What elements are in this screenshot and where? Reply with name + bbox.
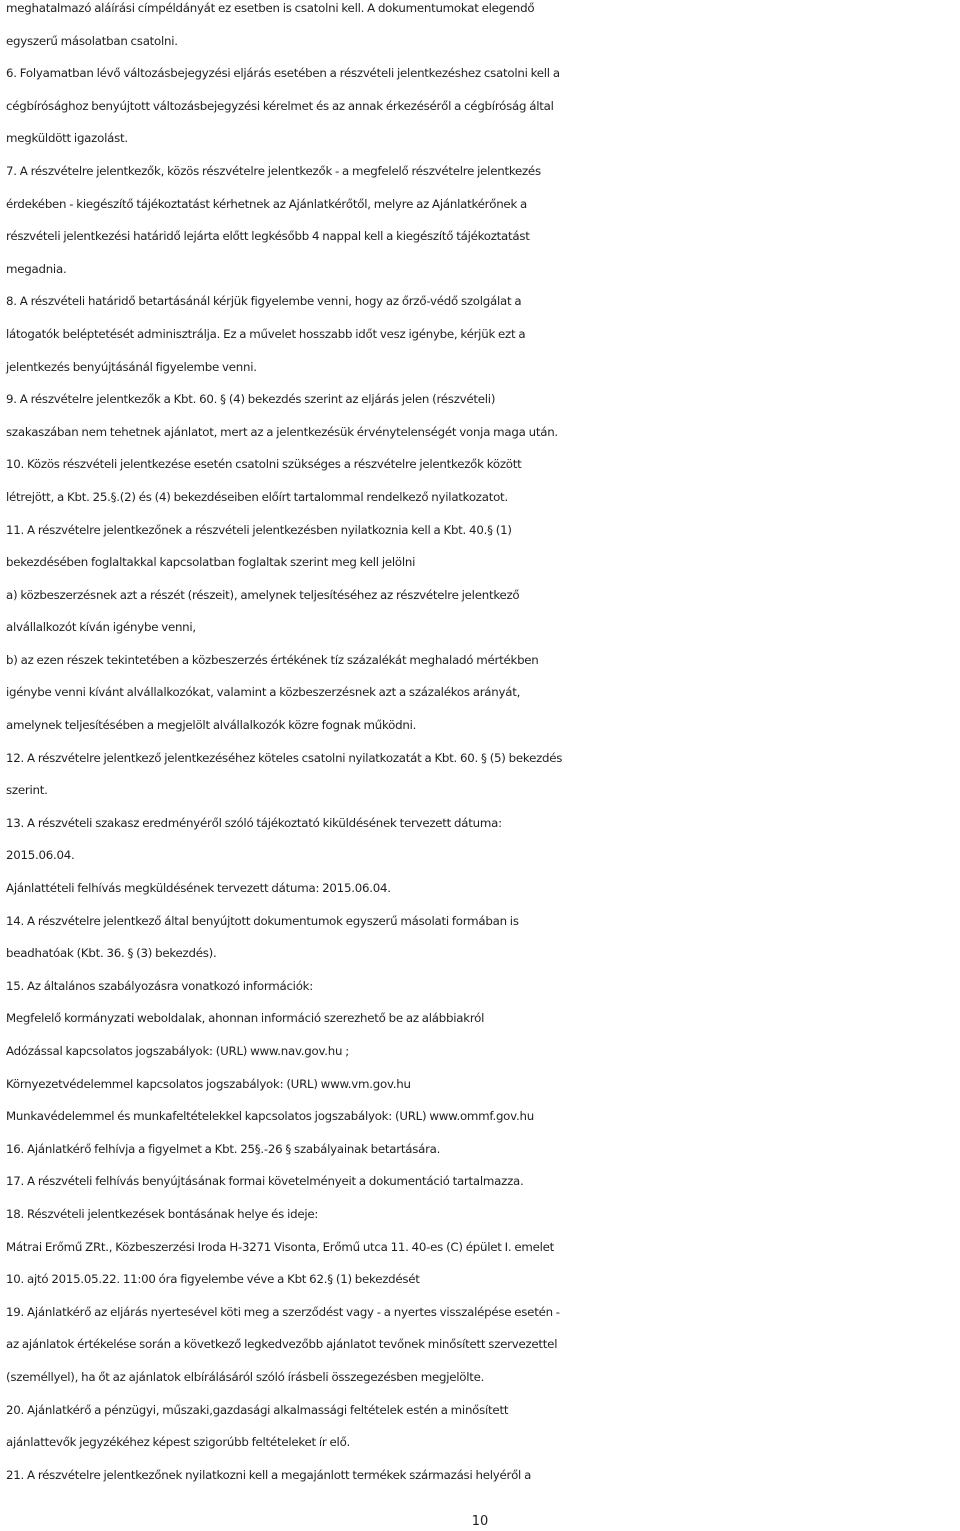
text-line: 10. Közös részvételi jelentkezése esetén csatolni szükséges a részvételre jelentkezők között <box>6 457 522 472</box>
text-line: Adózással kapcsolatos jogszabályok: (URL) www.nav.gov.hu ; <box>6 1044 349 1058</box>
text-line: 15. Az általános szabályozásra vonatkozó információk: <box>6 978 313 993</box>
text-line: bekezdésében foglaltakkal kapcsolatban foglaltak szerint meg kell jelölni <box>6 555 416 570</box>
text-line: 8. A részvételi határidő betartásánál kérjük figyelembe venni, hogy az őrző-védő szolgálat a <box>6 294 522 309</box>
text-line: meghatalmazó aláírási címpéldányát ez esetben is csatolni kell. A dokumentumokat elegendő <box>6 1 535 15</box>
text-line: ajánlattevők jegyzékéhez képest szigorúbb feltételeket ír elő. <box>6 1435 351 1450</box>
text-line: 17. A részvételi felhívás benyújtásának formai követelményeit a dokumentáció tartalmazza. <box>6 1174 524 1189</box>
text-line: 2015.06.04. <box>6 848 75 863</box>
text-line: Munkavédelemmel és munkafeltételekkel kapcsolatos jogszabályok: (URL) www.ommf.gov.hu <box>6 1109 534 1124</box>
text-line: 7. A részvételre jelentkezők, közös részvételre jelentkezők - a megfelelő részvételre jelentkezés <box>6 163 541 178</box>
text-line: jelentkezés benyújtásánál figyelembe venni. <box>6 359 257 374</box>
text-line: megküldött igazolást. <box>6 131 128 146</box>
text-line: szakaszában nem tehetnek ajánlatot, mert az a jelentkezésük érvénytelenségét vonja maga után. <box>6 424 558 439</box>
text-line: 20. Ajánlatkérő a pénzügyi, műszaki,gazdasági alkalmassági feltételek estén a minősített <box>6 1402 509 1417</box>
text-line: a) közbeszerzésnek azt a részét (részeit), amelynek teljesítéséhez az részvételre jelentkező <box>6 587 520 602</box>
text-line: 19. Ajánlatkérő az eljárás nyertesével köti meg a szerződést vagy - a nyertes visszalépése esetén - <box>6 1304 560 1319</box>
text-line: (személlyel), ha őt az ajánlatok elbírálásáról szóló írásbeli összegezésben megjelölte. <box>6 1369 485 1384</box>
page-number: 10 <box>471 1514 489 1529</box>
text-line: az ajánlatok értékelése során a következő legkedvezőbb ajánlatot tevőnek minősített szervezettel <box>6 1337 558 1352</box>
text-line: egyszerű másolatban csatolni. <box>6 33 178 48</box>
document-body <box>6 0 956 1491</box>
text-line: 9. A részvételre jelentkezők a Kbt. 60. § (4) bekezdés szerint az eljárás jelen (részvételi) <box>6 392 496 407</box>
text-line: szerint. <box>6 783 48 798</box>
text-line: beadhatóak (Kbt. 36. § (3) bekezdés). <box>6 946 217 961</box>
text-line: Ajánlattételi felhívás megküldésének tervezett dátuma: 2015.06.04. <box>6 881 391 896</box>
text-line: cégbírósághoz benyújtott változásbejegyzési kérelmet és az annak érkezéséről a cégbíróság által <box>6 98 554 113</box>
text-line: Környezetvédelemmel kapcsolatos jogszabályok: (URL) www.vm.gov.hu <box>6 1076 411 1091</box>
text-line: 16. Ajánlatkérő felhívja a figyelmet a Kbt. 25§.-26 § szabályainak betartására. <box>6 1141 441 1156</box>
text-line: Mátrai Erőmű ZRt., Közbeszerzési Iroda H-3271 Visonta, Erőmű utca 11. 40-es (C) épület I. emelet <box>6 1239 555 1254</box>
text-line: 10. ajtó 2015.05.22. 11:00 óra figyelembe véve a Kbt 62.§ (1) bekezdését <box>6 1272 420 1287</box>
text-line: részvételi jelentkezési határidő lejárta előtt legkésőbb 4 nappal kell a kiegészítő tájékoztatást <box>6 229 530 244</box>
text-line: 21. A részvételre jelentkezőnek nyilatkozni kell a megajánlott termékek származási helyéről a <box>6 1467 532 1482</box>
text-line: érdekében - kiegészítő tájékoztatást kérhetnek az Ajánlatkérőtől, melyre az Ajánlatkérőnek a <box>6 196 528 211</box>
text-line: látogatók beléptetését adminisztrálja. Ez a művelet hosszabb időt vesz igénybe, kérjük ezt a <box>6 326 526 341</box>
text-line: 13. A részvételi szakasz eredményéről szóló tájékoztató kiküldésének tervezett dátuma: <box>6 815 502 830</box>
text-line: 11. A részvételre jelentkezőnek a részvételi jelentkezésben nyilatkoznia kell a Kbt. 40.§ (1) <box>6 522 512 537</box>
text-line: megadnia. <box>6 261 67 276</box>
text-line: létrejött, a Kbt. 25.§.(2) és (4) bekezdéseiben előírt tartalommal rendelkező nyilatkozatot. <box>6 489 508 504</box>
text-line: 12. A részvételre jelentkező jelentkezéséhez köteles csatolni nyilatkozatát a Kbt. 60. § (5) bekezdés <box>6 750 563 765</box>
text-line: amelynek teljesítésében a megjelölt alvállalkozók közre fognak működni. <box>6 718 417 733</box>
text-line: Megfelelő kormányzati weboldalak, ahonnan információ szerezhető be az alábbiakról <box>6 1011 485 1026</box>
text-line: b) az ezen részek tekintetében a közbeszerzés értékének tíz százalékát meghaladó mértékben <box>6 652 539 667</box>
text-line: 6. Folyamatban lévő változásbejegyzési eljárás esetében a részvételi jelentkezéshez csatolni kell a <box>6 66 560 81</box>
text-line: alvállalkozót kíván igénybe venni, <box>6 620 196 635</box>
text-line: 18. Részvételi jelentkezések bontásának helye és ideje: <box>6 1206 319 1221</box>
text-line: 14. A részvételre jelentkező által benyújtott dokumentumok egyszerű másolati formában is <box>6 913 519 928</box>
text-line: igénybe venni kívánt alvállalkozókat, valamint a közbeszerzésnek azt a százalékos arányát, <box>6 685 521 700</box>
